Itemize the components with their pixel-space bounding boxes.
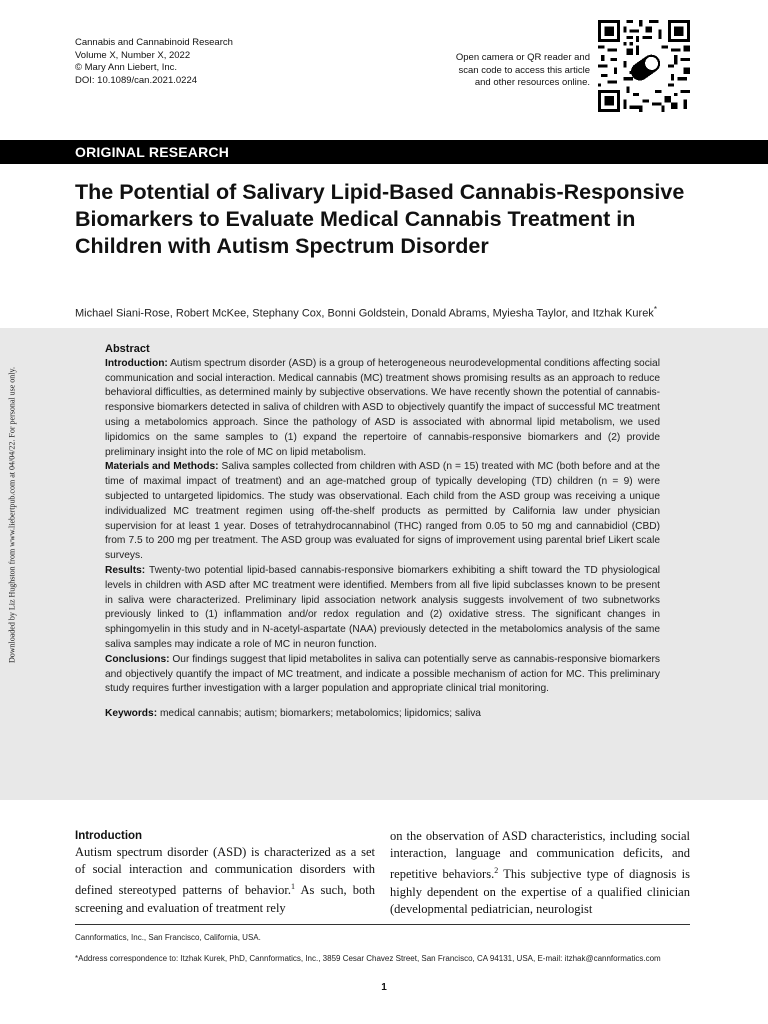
article-title: The Potential of Salivary Lipid-Based Cannabis-Responsive Biomarkers to Evaluate Medical Cannabis Treatment in Children with Autism Spectrum Disorder xyxy=(75,180,685,258)
body-column-right xyxy=(390,828,690,918)
keywords: Keywords: medical cannabis; autism; biomarkers; metabolomics; lipidomics; saliva xyxy=(105,708,481,720)
journal-info xyxy=(75,37,233,87)
reference-2[interactable]: 2 xyxy=(494,866,499,876)
intro-paragraph: Autism spectrum disorder (ASD) is characterized as a set of social interaction and communication disorders with defined stereotyped patterns of behavior.$^1$ As such, both screening and evaluation of treatment rely xyxy=(75,845,375,915)
footnote-rule xyxy=(75,924,690,925)
body-column-left xyxy=(75,828,375,917)
abstract-introduction: Introduction: Autism spectrum disorder (ASD) is a group of heterogeneous neurodevelopmental conditions affecting social communication and social interaction. Medical cannabis (MC) treatment shows promising results as an approach to reduce behavioral difficulties, as determined mainly by subjective observations. We have recently shown the potential of cannabis-responsive biomarkers detected in saliva of children with ASD to objectively quantify the impact of successful MC treatment using a metabolomics approach. Since the pathology of ASD is associated with abnormal lipid metabolism, we used lipidomics on the same samples to (1) expand the repertoire of cannabis-responsive biomarkers and (2) provide preliminary insight into the role of MC on lipid metabolism. xyxy=(105,357,660,458)
abstract-heading: Abstract xyxy=(105,343,150,355)
authors xyxy=(75,303,695,321)
intro-paragraph-continued: on the observation of ASD characteristics, including social interaction, language and communication deficits, and repetitive behaviors.$^2$ This subjective type of diagnosis is highly dependent on the expertise of a qualified clinician (developmental pediatrician, neurologist xyxy=(390,829,691,916)
abstract-results: Results: Twenty-two potential lipid-based cannabis-responsive biomarkers exhibiting a shift toward the TD physiological levels in children with ASD after MC treatment were identified. Members from all five lipid subclasses known to be present in saliva were characterized. Preliminary lipid association network analysis suggests involvement of two subnetworks previously linked to (1) inflammation and/or redox regulation and (2) oxidative stress. The significant changes in sphingomyelin in this study and in N-acetyl-aspartate (NAA) previously detected in the metabolomics analysis of the same saliva samples may indicate a role of MC in neuron function. xyxy=(105,564,661,650)
journal-volume: Volume X, Number X, 2022 xyxy=(75,49,191,61)
affiliation: Cannformatics, Inc., San Francisco, California, USA. xyxy=(75,933,261,942)
correspondence: *Address correspondence to: Itzhak Kurek, PhD, Cannformatics, Inc., 3859 Cesar Chavez Street, San Francisco, CA 94131, USA, E-mail: itzhak@cannformatics.com xyxy=(75,954,661,963)
corresponding-mark: * xyxy=(653,305,657,314)
qr-code-icon[interactable] xyxy=(598,20,690,112)
section-band xyxy=(0,140,768,164)
author-list: Michael Siani-Rose, Robert McKee, Stephany Cox, Bonni Goldstein, Donald Abrams, Myiesha Taylor, and Itzhak Kurek xyxy=(75,307,654,320)
abstract-conclusions: Conclusions: Our findings suggest that lipid metabolites in saliva can potentially serve as cannabis-responsive biomarkers and objectively quantify the impact of MC treatment, and indicate a possible mechanism of action for MC. This preliminary study requires further investigation with a larger population and appropriate clinical trial monitoring. xyxy=(105,653,660,695)
journal-name: Cannabis and Cannabinoid Research xyxy=(75,37,233,48)
copyright: © Mary Ann Liebert, Inc. xyxy=(75,62,178,74)
page-number: 1 xyxy=(381,982,387,993)
abstract-methods: Materials and Methods: Saliva samples collected from children with ASD (n = 15) treated with MC (both before and at the time of maximal impact of treatment) and an age-matched group of typically developing (TD) children (n = 9) were subjected to untargeted lipidomics. The study was observational. Each child from the ASD group was receiving a unique individualized MC treatment regimen using off-the-shelf products as permitted by California law under physician supervision for at least 1 year. Doses of tetrahydrocannabinol (THC) ranged from 0.05 to 50 mg and cannabidiol (CBD) from 7.5 to 200 mg per treatment. The ASD group was evaluated for signs of improvement using parental brief Likert scale surveys. xyxy=(105,461,660,562)
reference-1[interactable]: 1 xyxy=(290,882,295,892)
qr-caption: Open camera or QR reader and scan code to access this article and other resources online. xyxy=(455,52,590,88)
introduction-heading: Introduction xyxy=(75,830,143,842)
download-note: Downloaded by Liz Hughston from www.liebertpub.com at 04/04/22. For personal use only. xyxy=(7,366,17,664)
abstract xyxy=(105,342,660,722)
section-label: ORIGINAL RESEARCH xyxy=(75,144,230,160)
doi[interactable]: DOI: 10.1089/can.2021.0224 xyxy=(75,74,198,86)
